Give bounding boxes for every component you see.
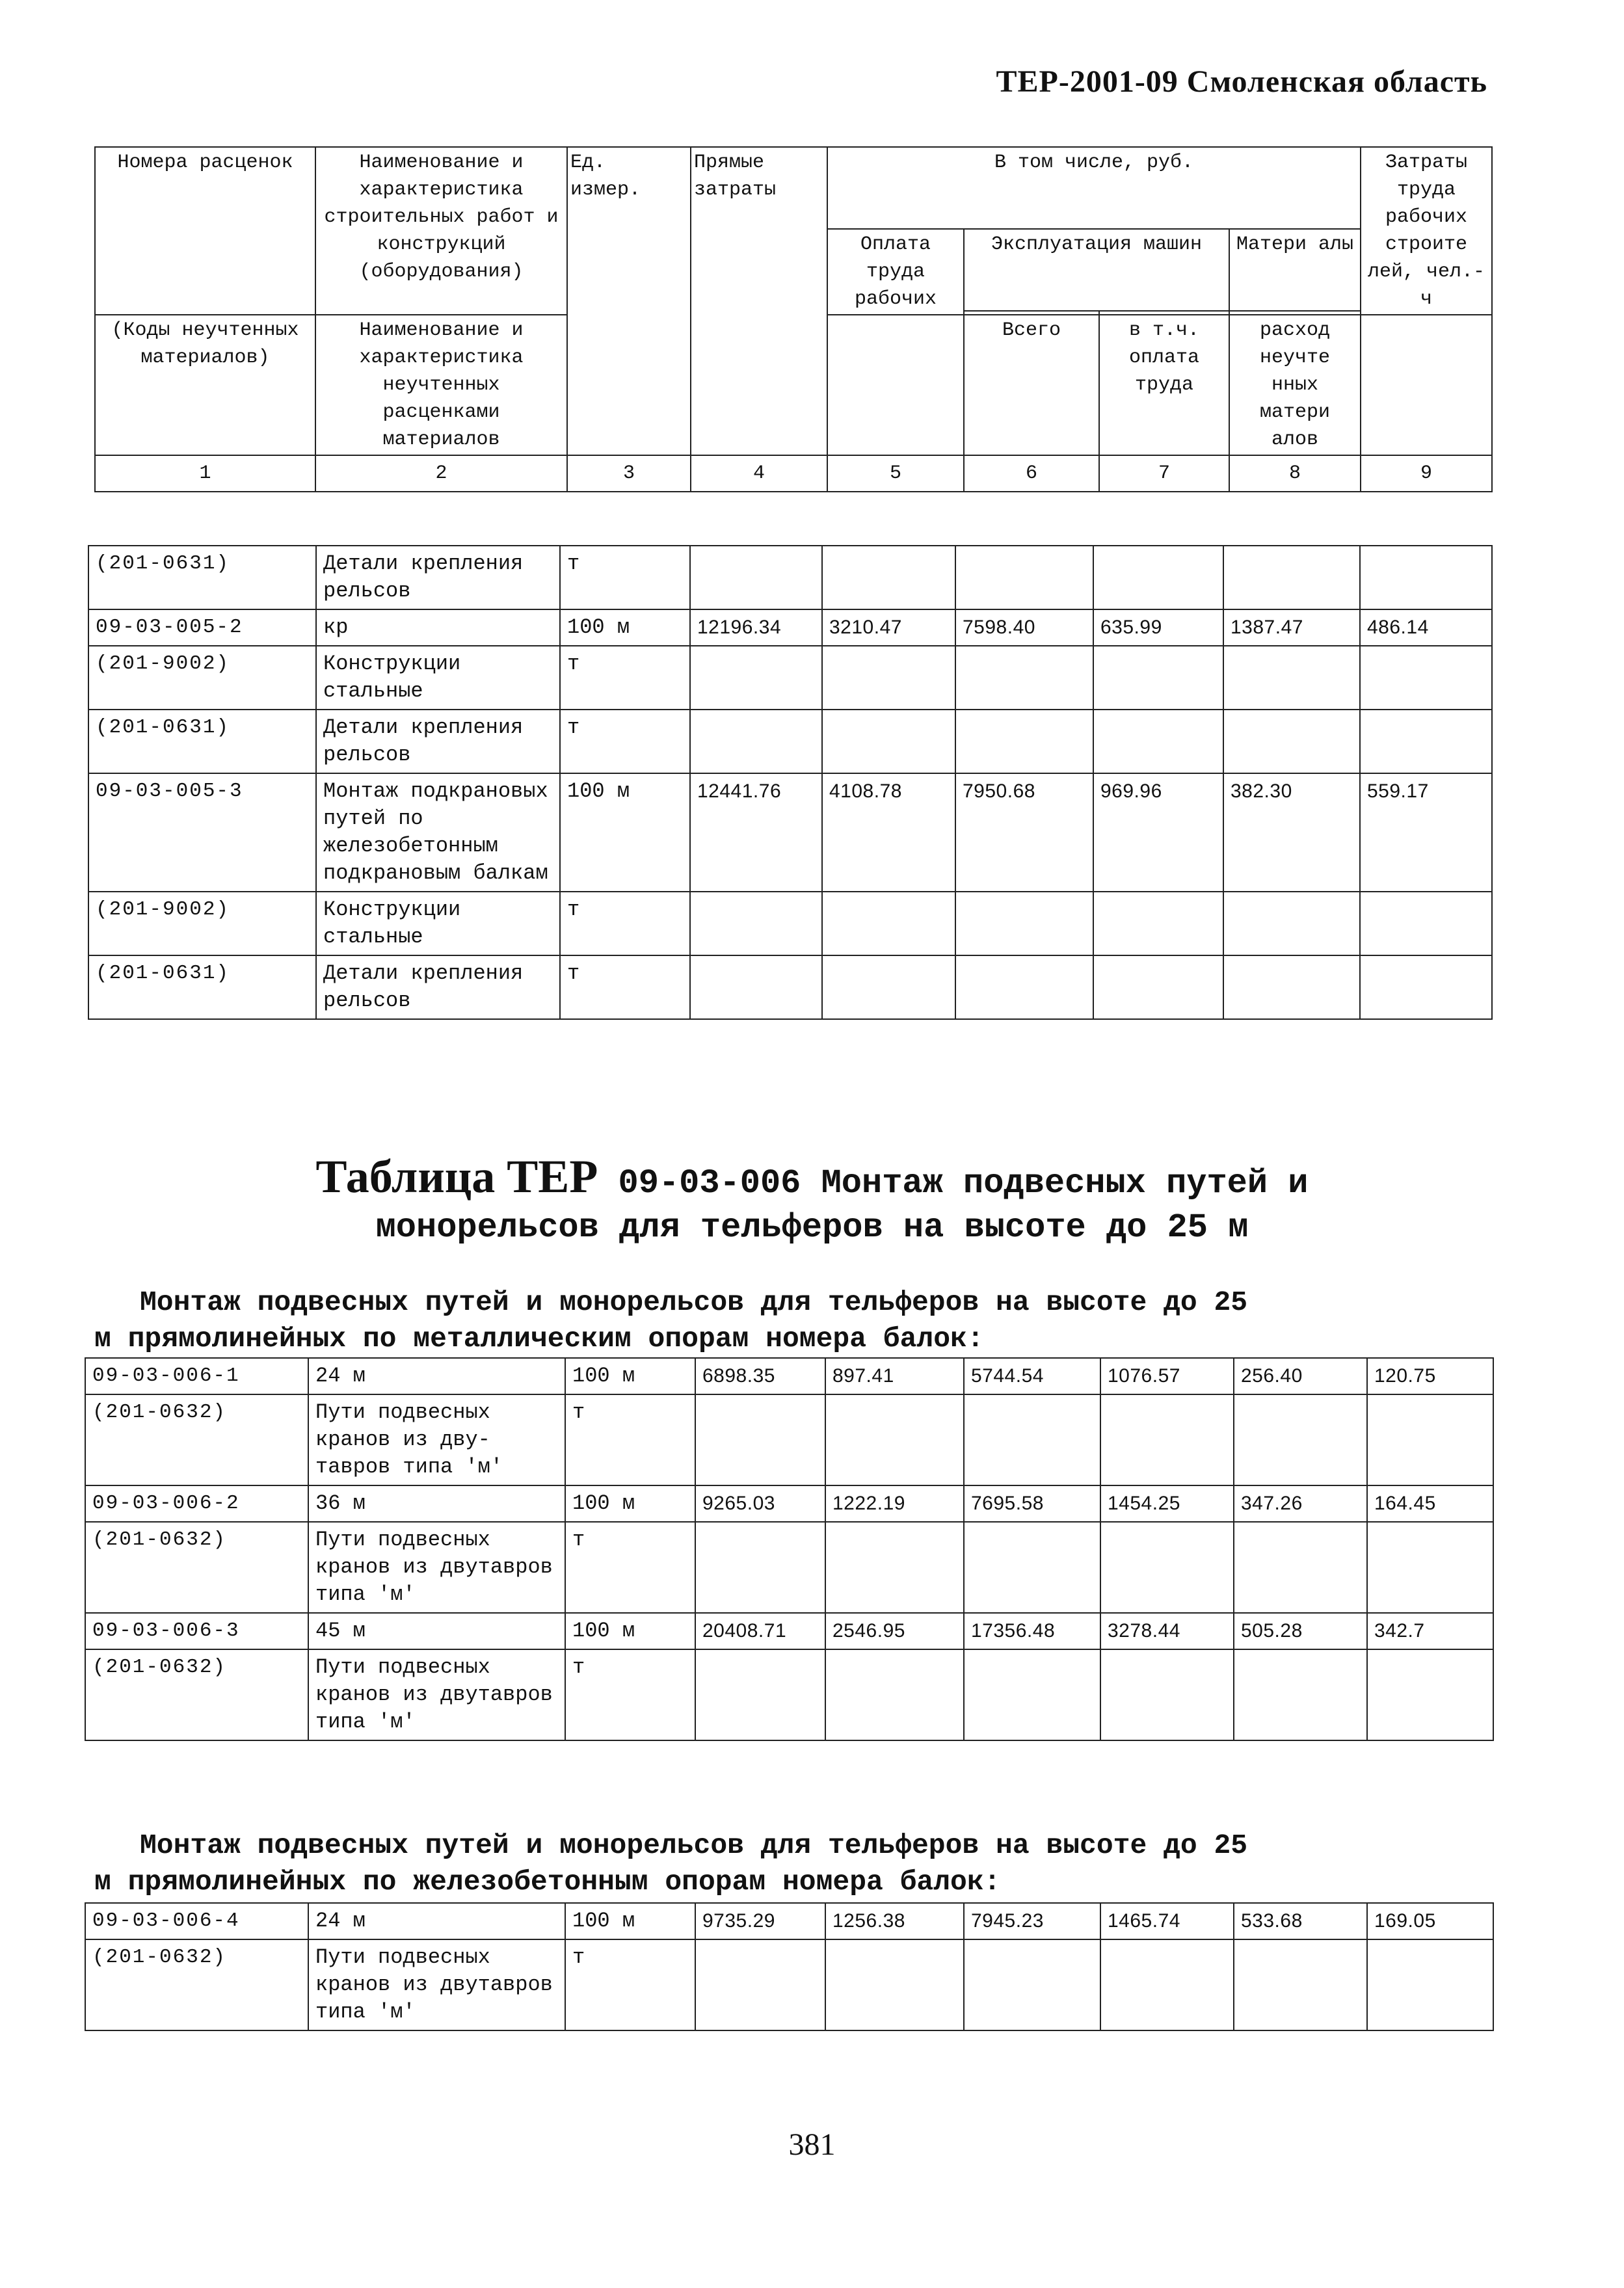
value-cell <box>1093 955 1223 1019</box>
value-cell <box>690 546 822 609</box>
header-col1-bottom: (Коды неучтенных материалов) <box>95 315 315 455</box>
work-name: Конструкции стальные <box>316 892 560 955</box>
table-title-line2: монорельсов для тельферов на высоте до 25 м <box>375 1208 1249 1247</box>
unit: т <box>560 710 690 773</box>
section-heading-concrete <box>94 1828 1473 1900</box>
value-cell <box>964 1522 1100 1613</box>
value-cell <box>822 955 955 1019</box>
unit: т <box>560 546 690 609</box>
value-cell <box>1234 1939 1367 2030</box>
unit: 100 м <box>565 1358 695 1394</box>
table-row <box>85 1394 1493 1485</box>
value-cell <box>955 955 1093 1019</box>
value-cell: 1076.57 <box>1100 1358 1234 1394</box>
rate-code: 09-03-006-4 <box>85 1903 308 1939</box>
rate-code: (201-0631) <box>88 546 316 609</box>
value-cell <box>690 955 822 1019</box>
value-cell: 7695.58 <box>964 1485 1100 1522</box>
work-name: Детали крепления рельсов <box>316 710 560 773</box>
unit: т <box>560 892 690 955</box>
value-cell <box>1100 1939 1234 2030</box>
value-cell <box>1223 710 1360 773</box>
rate-code: 09-03-005-3 <box>88 773 316 892</box>
rate-code: 09-03-006-3 <box>85 1613 308 1649</box>
value-cell: 7950.68 <box>955 773 1093 892</box>
column-number: 3 <box>567 455 691 492</box>
header-materials-consumption: расход неучте нных матери алов <box>1229 315 1361 455</box>
value-cell: 4108.78 <box>822 773 955 892</box>
section-line: Монтаж подвесных путей и монорельсов для тельферов на высоте до 25 <box>140 1829 1248 1861</box>
value-cell: 1222.19 <box>825 1485 964 1522</box>
value-cell: 486.14 <box>1360 609 1492 646</box>
table-row <box>85 1649 1493 1740</box>
table-row <box>85 1903 1493 1939</box>
value-cell: 969.96 <box>1093 773 1223 892</box>
value-cell: 256.40 <box>1234 1358 1367 1394</box>
work-name: Пути подвесных кранов из двутавров типа 'м' <box>308 1522 565 1613</box>
table-row <box>85 1485 1493 1522</box>
rate-code: 09-03-005-2 <box>88 609 316 646</box>
value-cell <box>1367 1649 1493 1740</box>
page-header: ТЕР-2001-09 Смоленская область <box>996 64 1487 99</box>
value-cell: 164.45 <box>1367 1485 1493 1522</box>
value-cell: 12441.76 <box>690 773 822 892</box>
value-cell <box>822 646 955 710</box>
work-name: Пути подвесных кранов из двутавров типа 'м' <box>308 1649 565 1740</box>
table-row <box>88 609 1492 646</box>
rate-code: (201-9002) <box>88 892 316 955</box>
value-cell: 7598.40 <box>955 609 1093 646</box>
header-table <box>94 146 1493 492</box>
value-cell: 9735.29 <box>695 1903 825 1939</box>
value-cell: 169.05 <box>1367 1903 1493 1939</box>
value-cell: 897.41 <box>825 1358 964 1394</box>
section-line: м прямолинейных по железобетонным опорам номера балок: <box>94 1866 1001 1898</box>
value-cell: 2546.95 <box>825 1613 964 1649</box>
value-cell <box>825 1394 964 1485</box>
header-col2-top: Наименование и характеристика строительных работ и конструкций (оборудования) <box>315 147 567 315</box>
work-name: 24 м <box>308 1358 565 1394</box>
header-labor-costs: Затраты труда рабочих строите лей, чел.-ч <box>1361 147 1492 315</box>
unit: 100 м <box>565 1613 695 1649</box>
value-cell <box>1100 1522 1234 1613</box>
column-number: 5 <box>827 455 964 492</box>
header-machines-total: Всего <box>964 315 1099 455</box>
column-number: 9 <box>1361 455 1492 492</box>
value-cell: 3210.47 <box>822 609 955 646</box>
value-cell: 382.30 <box>1223 773 1360 892</box>
rate-code: (201-0632) <box>85 1394 308 1485</box>
value-cell <box>1367 1394 1493 1485</box>
value-cell <box>1223 955 1360 1019</box>
table-row <box>85 1613 1493 1649</box>
work-name: 24 м <box>308 1903 565 1939</box>
unit: 100 м <box>565 1485 695 1522</box>
rate-code: (201-0631) <box>88 710 316 773</box>
column-number: 8 <box>1229 455 1361 492</box>
header-direct-costs: Прямые затраты <box>691 147 827 455</box>
value-cell: 505.28 <box>1234 1613 1367 1649</box>
unit: т <box>560 646 690 710</box>
value-cell: 347.26 <box>1234 1485 1367 1522</box>
value-cell <box>822 710 955 773</box>
value-cell <box>1223 546 1360 609</box>
value-cell: 533.68 <box>1234 1903 1367 1939</box>
value-cell <box>1234 1649 1367 1740</box>
unit: т <box>565 1939 695 2030</box>
value-cell <box>1360 646 1492 710</box>
value-cell: 1454.25 <box>1100 1485 1234 1522</box>
page-number: 381 <box>788 2127 836 2162</box>
value-cell <box>955 546 1093 609</box>
value-cell <box>1360 546 1492 609</box>
value-cell: 20408.71 <box>695 1613 825 1649</box>
value-cell <box>964 1939 1100 2030</box>
value-cell <box>1234 1522 1367 1613</box>
value-cell <box>1234 1394 1367 1485</box>
table-title <box>0 1151 1624 1250</box>
value-cell <box>955 710 1093 773</box>
table-row <box>88 773 1492 892</box>
work-name: Монтаж подкрановых путей по железобетонным подкрановым балкам <box>316 773 560 892</box>
rate-code: (201-0632) <box>85 1939 308 2030</box>
rate-code: (201-9002) <box>88 646 316 710</box>
value-cell: 635.99 <box>1093 609 1223 646</box>
rate-code: (201-0632) <box>85 1522 308 1613</box>
value-cell <box>1093 646 1223 710</box>
table-row <box>85 1939 1493 2030</box>
value-cell: 3278.44 <box>1100 1613 1234 1649</box>
value-cell <box>825 1939 964 2030</box>
rate-code: 09-03-006-2 <box>85 1485 308 1522</box>
value-cell: 1465.74 <box>1100 1903 1234 1939</box>
work-name: Пути подвесных кранов из дву-тавров типа 'м' <box>308 1394 565 1485</box>
table-title-line1: 09-03-006 Монтаж подвесных путей и <box>618 1164 1309 1203</box>
value-cell: 559.17 <box>1360 773 1492 892</box>
value-cell <box>1223 646 1360 710</box>
value-cell <box>822 546 955 609</box>
value-cell <box>1093 710 1223 773</box>
value-cell: 7945.23 <box>964 1903 1100 1939</box>
value-cell <box>695 1939 825 2030</box>
unit: т <box>560 955 690 1019</box>
value-cell <box>825 1649 964 1740</box>
header-unit: Ед. измер. <box>567 147 691 455</box>
work-name: 45 м <box>308 1613 565 1649</box>
table-row <box>85 1522 1493 1613</box>
unit: 100 м <box>560 773 690 892</box>
value-cell <box>1100 1649 1234 1740</box>
table-row <box>88 710 1492 773</box>
value-cell <box>690 892 822 955</box>
value-cell <box>695 1394 825 1485</box>
value-cell: 342.7 <box>1367 1613 1493 1649</box>
value-cell <box>964 1649 1100 1740</box>
rates-table-1 <box>88 545 1493 1020</box>
value-cell: 120.75 <box>1367 1358 1493 1394</box>
value-cell <box>1360 955 1492 1019</box>
header-col2-bottom: Наименование и характеристика неучтенных расценками материалов <box>315 315 567 455</box>
value-cell <box>1093 546 1223 609</box>
value-cell <box>955 646 1093 710</box>
table-row <box>85 1358 1493 1394</box>
header-materials: Матери алы <box>1229 229 1361 311</box>
unit: т <box>565 1522 695 1613</box>
unit: т <box>565 1649 695 1740</box>
table-title-prefix: Таблица ТЕР <box>315 1151 598 1203</box>
table-row <box>88 892 1492 955</box>
work-name: Детали крепления рельсов <box>316 546 560 609</box>
value-cell: 5744.54 <box>964 1358 1100 1394</box>
value-cell <box>1360 710 1492 773</box>
value-cell <box>1367 1522 1493 1613</box>
value-cell <box>1360 892 1492 955</box>
value-cell: 6898.35 <box>695 1358 825 1394</box>
header-col1-top: Номера расценок <box>95 147 315 315</box>
work-name: Детали крепления рельсов <box>316 955 560 1019</box>
header-wages: Оплата труда рабочих <box>827 229 964 315</box>
value-cell <box>695 1649 825 1740</box>
value-cell: 1387.47 <box>1223 609 1360 646</box>
column-number: 7 <box>1099 455 1229 492</box>
work-name: Конструкции стальные <box>316 646 560 710</box>
unit: 100 м <box>560 609 690 646</box>
rate-code: (201-0632) <box>85 1649 308 1740</box>
header-machines-wages: в т.ч. оплата труда <box>1099 315 1229 455</box>
column-number: 2 <box>315 455 567 492</box>
value-cell <box>822 892 955 955</box>
header-machines: Эксплуатация машин <box>964 229 1229 311</box>
value-cell <box>690 710 822 773</box>
work-name: Пути подвесных кранов из двутавров типа 'м' <box>308 1939 565 2030</box>
column-number: 1 <box>95 455 315 492</box>
rate-code: 09-03-006-1 <box>85 1358 308 1394</box>
unit: 100 м <box>565 1903 695 1939</box>
rates-table-2 <box>85 1357 1494 1741</box>
table-row <box>88 646 1492 710</box>
column-number: 4 <box>691 455 827 492</box>
table-row <box>88 546 1492 609</box>
section-line: Монтаж подвесных путей и монорельсов для тельферов на высоте до 25 <box>140 1286 1248 1318</box>
value-cell <box>1367 1939 1493 2030</box>
value-cell: 17356.48 <box>964 1613 1100 1649</box>
value-cell <box>1093 892 1223 955</box>
value-cell <box>964 1394 1100 1485</box>
value-cell <box>955 892 1093 955</box>
work-name: 36 м <box>308 1485 565 1522</box>
value-cell <box>1223 892 1360 955</box>
column-number: 6 <box>964 455 1099 492</box>
value-cell: 12196.34 <box>690 609 822 646</box>
value-cell <box>1100 1394 1234 1485</box>
rate-code: (201-0631) <box>88 955 316 1019</box>
work-name: кр <box>316 609 560 646</box>
header-group: В том числе, руб. <box>827 147 1361 229</box>
section-line: м прямолинейных по металлическим опорам номера балок: <box>94 1323 984 1355</box>
value-cell <box>690 646 822 710</box>
value-cell: 9265.03 <box>695 1485 825 1522</box>
section-heading-metal <box>94 1284 1473 1357</box>
value-cell <box>825 1522 964 1613</box>
table-row <box>88 955 1492 1019</box>
value-cell <box>695 1522 825 1613</box>
rates-table-3 <box>85 1902 1494 2031</box>
value-cell: 1256.38 <box>825 1903 964 1939</box>
unit: т <box>565 1394 695 1485</box>
